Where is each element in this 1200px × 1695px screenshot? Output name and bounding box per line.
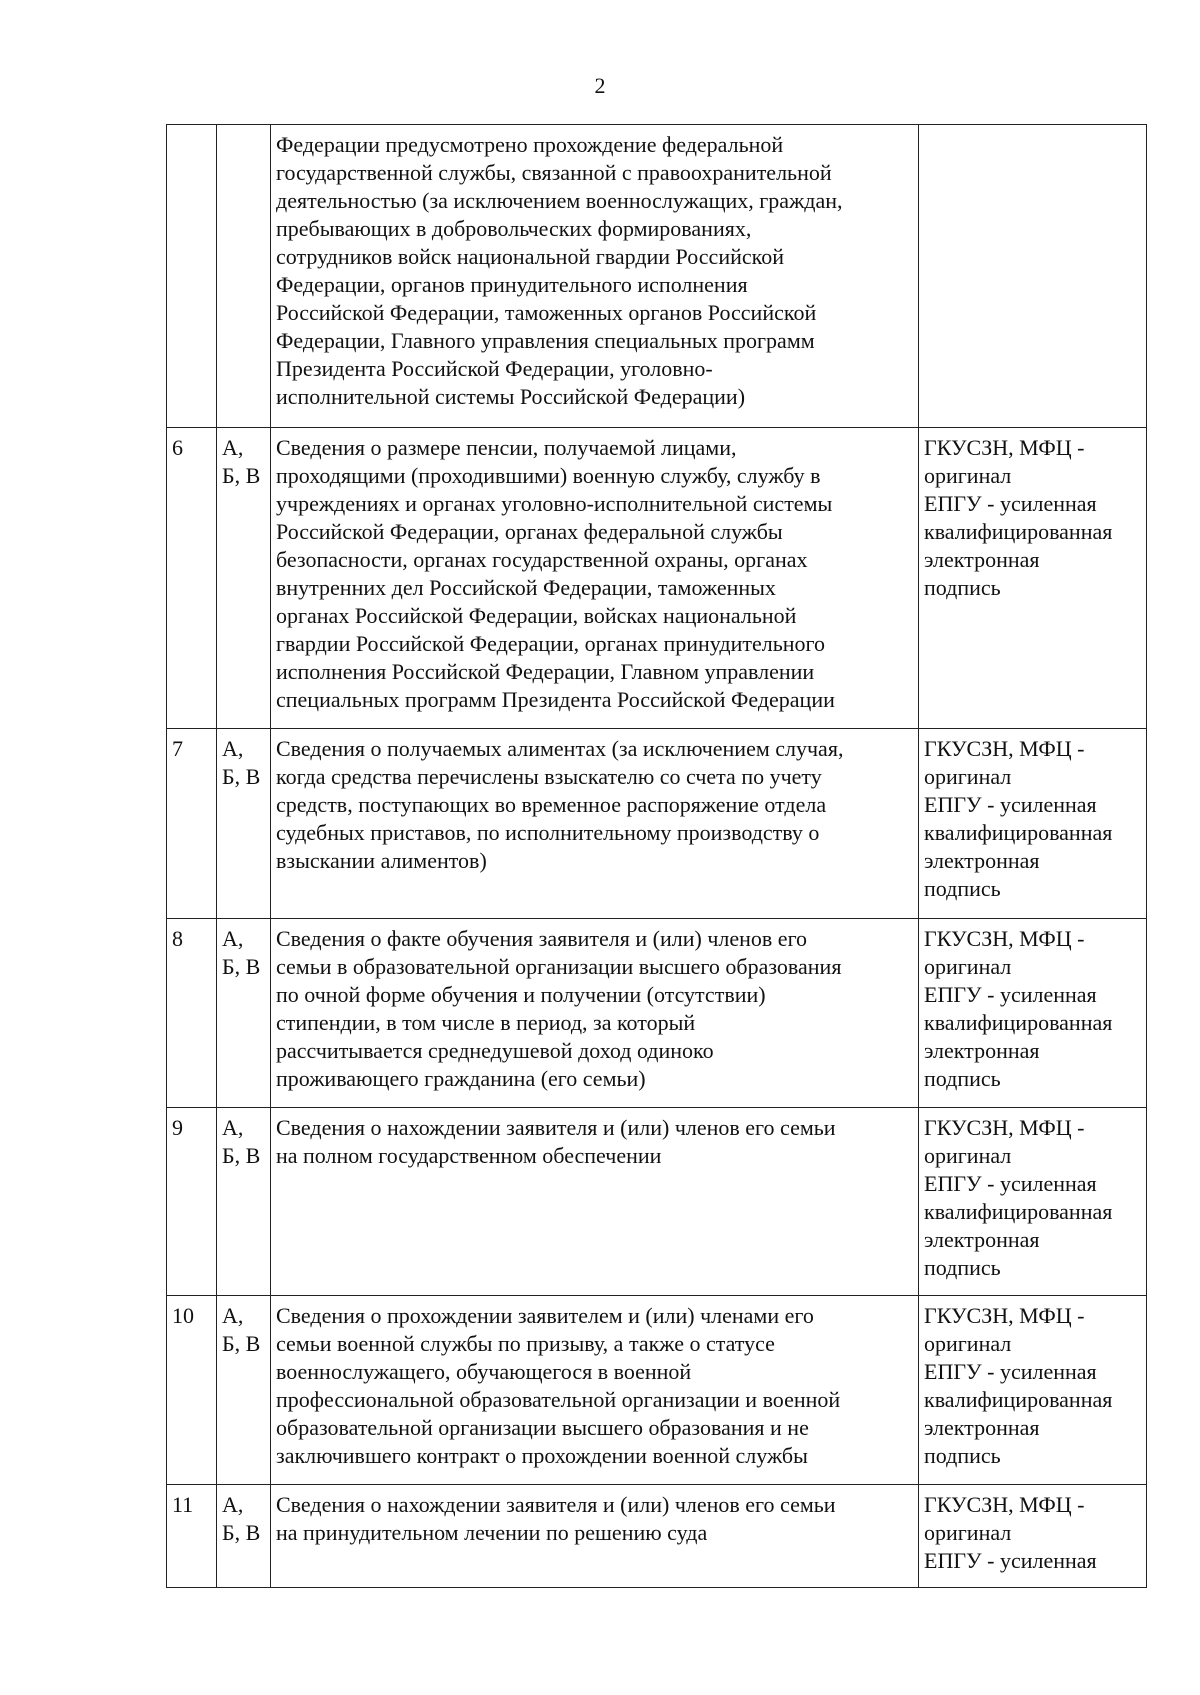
row-categories-cell: А, Б, В [217, 1108, 271, 1296]
row-description-cell: Сведения о прохождении заявителем и (или) членами его семьи военной службы по призыву, а также о статусе военнослужащего, обучающегося в военной профессиональной образовательной организации и военной образовательной организации высшего образования и не заключившего контракт о прохождении военной службы [271, 1296, 919, 1485]
row-source-cell [919, 125, 1147, 428]
row-number-cell: 9 [167, 1108, 217, 1296]
table-row [167, 919, 1147, 1108]
row-description-cell: Сведения о нахождении заявителя и (или) членов его семьи на полном государственном обеспечении [271, 1108, 919, 1296]
row-number-cell: 11 [167, 1485, 217, 1588]
row-description-cell: Сведения о нахождении заявителя и (или) членов его семьи на принудительном лечении по решению суда [271, 1485, 919, 1588]
row-number-cell [167, 125, 217, 428]
row-categories-cell [217, 125, 271, 428]
table-row [167, 1485, 1147, 1588]
row-source-cell: ГКУСЗН, МФЦ - оригинал ЕПГУ - усиленная квалифицированная электронная подпись [919, 729, 1147, 919]
row-number-cell: 8 [167, 919, 217, 1108]
row-categories-cell: А, Б, В [217, 919, 271, 1108]
row-source-cell: ГКУСЗН, МФЦ - оригинал ЕПГУ - усиленная квалифицированная электронная подпись [919, 1296, 1147, 1485]
table-row [167, 1108, 1147, 1296]
table-row [167, 1296, 1147, 1485]
row-description-cell: Федерации предусмотрено прохождение федеральной государственной службы, связанной с правоохранительной деятельностью (за исключением военнослужащих, граждан, пребывающих в добровольческих формированиях, сотрудников войск национальной гвардии Российской Федерации, органов принудительного исполнения Российской Федерации, таможенных органов Российской Федерации, Главного управления специальных программ Президента Российской Федерации, уголовно- исполнительной системы Российской Федерации) [271, 125, 919, 428]
table-row-continuation [167, 125, 1147, 428]
table-row [167, 729, 1147, 919]
documents-table [166, 124, 1147, 1588]
row-description-cell: Сведения о факте обучения заявителя и (или) членов его семьи в образовательной организации высшего образования по очной форме обучения и получении (отсутствии) стипендии, в том числе в период, за который рассчитывается среднедушевой доход одиноко проживающего гражданина (его семьи) [271, 919, 919, 1108]
row-source-cell: ГКУСЗН, МФЦ - оригинал ЕПГУ - усиленная [919, 1485, 1147, 1588]
row-categories-cell: А, Б, В [217, 1485, 271, 1588]
row-number-cell: 6 [167, 428, 217, 729]
row-source-cell: ГКУСЗН, МФЦ - оригинал ЕПГУ - усиленная квалифицированная электронная подпись [919, 1108, 1147, 1296]
row-categories-cell: А, Б, В [217, 1296, 271, 1485]
row-number-cell: 10 [167, 1296, 217, 1485]
row-description-cell: Сведения о размере пенсии, получаемой лицами, проходящими (проходившими) военную службу, службу в учреждениях и органах уголовно-исполнительной системы Российской Федерации, органах федеральной службы безопасности, органах государственной охраны, органах внутренних дел Российской Федерации, таможенных органах Российской Федерации, войсках национальной гвардии Российской Федерации, органах принудительного исполнения Российской Федерации, Главном управлении специальных программ Президента Российской Федерации [271, 428, 919, 729]
row-description-cell: Сведения о получаемых алиментах (за исключением случая, когда средства перечислены взыскателю со счета по учету средств, поступающих во временное распоряжение отдела судебных приставов, по исполнительному производству о взыскании алиментов) [271, 729, 919, 919]
row-source-cell: ГКУСЗН, МФЦ - оригинал ЕПГУ - усиленная квалифицированная электронная подпись [919, 428, 1147, 729]
row-number-cell: 7 [167, 729, 217, 919]
row-categories-cell: А, Б, В [217, 729, 271, 919]
row-categories-cell: А, Б, В [217, 428, 271, 729]
row-source-cell: ГКУСЗН, МФЦ - оригинал ЕПГУ - усиленная квалифицированная электронная подпись [919, 919, 1147, 1108]
page-number: 2 [594, 73, 606, 98]
table-row [167, 428, 1147, 729]
